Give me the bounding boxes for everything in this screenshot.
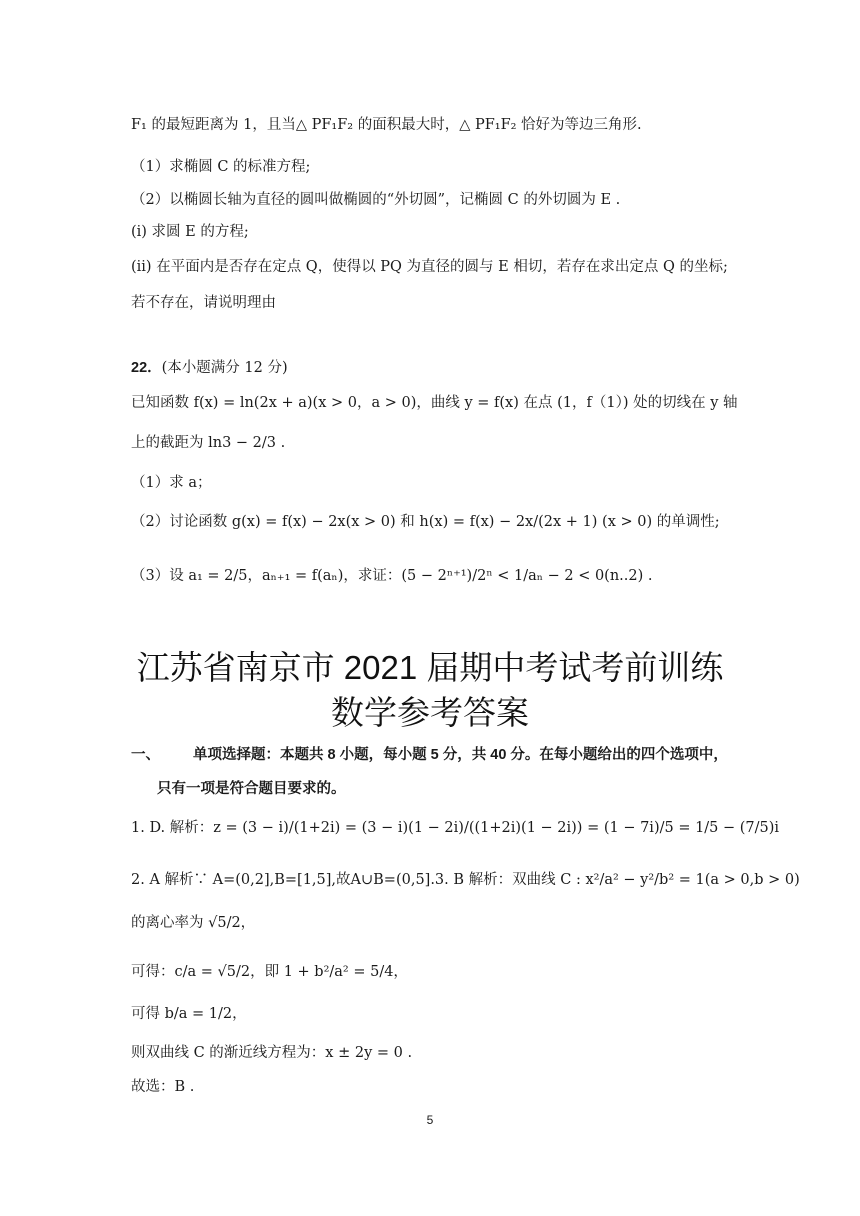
section1-label: 一、 (131, 747, 160, 763)
problem21-part2-ii: (ii) 在平面内是否存在定点 Q，使得以 PQ 为直径的圆与 E 相切，若存在求出定点 Q 的坐标; (131, 259, 728, 275)
answer-2-3: 2. A 解析∵ A=(0,2],B=[1,5],故A∪B=(0,5].3. B 解析：双曲线 C : x²/a² − y²/b² = 1(a > 0,b > 0) (131, 872, 800, 888)
problem22-number: 22． (131, 360, 162, 376)
answer-3-derive-2: 可得 b/a = 1/2， (131, 1006, 247, 1022)
problem21-part2: （2）以椭圆长轴为直径的圆叫做椭圆的“外切圆”，记椭圆 C 的外切圆为 E . (131, 192, 621, 208)
page-number: 5 (426, 1113, 434, 1127)
problem22-heading (131, 358, 288, 378)
problem22-part2: （2）讨论函数 g(x) = f(x) − 2x(x > 0) 和 h(x) = f(x) − 2x/(2x + 1) (x > 0) 的单调性; (131, 514, 720, 530)
section1-text2: 只有一项是符合题目要求的。 (157, 781, 346, 797)
answer-title-line2: 数学参考答案 (331, 694, 529, 731)
problem22-part3: （3）设 a₁ = 2/5，aₙ₊₁ = f(aₙ)，求证：(5 − 2ⁿ⁺¹)/2ⁿ < 1/aₙ − 2 < 0(n..2) . (131, 568, 653, 584)
answer-3-eccentricity: 的离心率为 √5/2， (131, 915, 256, 931)
problem22-header: (本小题满分 12 分) (161, 360, 288, 376)
problem22-line-1: 已知函数 f(x) = ln(2x + a)(x > 0，a > 0)，曲线 y = f(x) 在点 (1，f（1）) 处的切线在 y 轴 (131, 395, 738, 411)
answer-3-derive-1: 可得：c/a = √5/2，即 1 + b²/a² = 5/4， (131, 964, 408, 980)
problem22-part1: （1）求 a； (131, 475, 212, 491)
problem22-line-2: 上的截距为 ln3 − 2/3 . (131, 435, 286, 451)
answer-1: 1. D. 解析：z = (3 − i)/(1+2i) = (3 − i)(1 − 2i)/((1+2i)(1 − 2i)) = (1 − 7i)/5 = 1/5 − (7/5)i (131, 820, 780, 836)
section1-text: 单项选择题：本题共 8 小题，每小题 5 分，共 40 分。在每小题给出的四个选项中， (193, 747, 728, 763)
problem21-part2-ii-cont: 若不存在，请说明理由 (131, 295, 276, 311)
problem21-line-1: F₁ 的最短距离为 1，且当△ PF₁F₂ 的面积最大时，△ PF₁F₂ 恰好为等边三角形. (131, 117, 642, 133)
answer-title-line1: 江苏省南京市 2021 届期中考试考前训练 (136, 649, 724, 686)
answer-3-choice: 故选：B . (131, 1079, 195, 1095)
problem21-part1: （1）求椭圆 C 的标准方程; (131, 159, 311, 175)
problem21-part2-i: (i) 求圆 E 的方程; (131, 224, 249, 240)
answer-3-asymptote: 则双曲线 C 的渐近线方程为：x ± 2y = 0 . (131, 1045, 413, 1061)
